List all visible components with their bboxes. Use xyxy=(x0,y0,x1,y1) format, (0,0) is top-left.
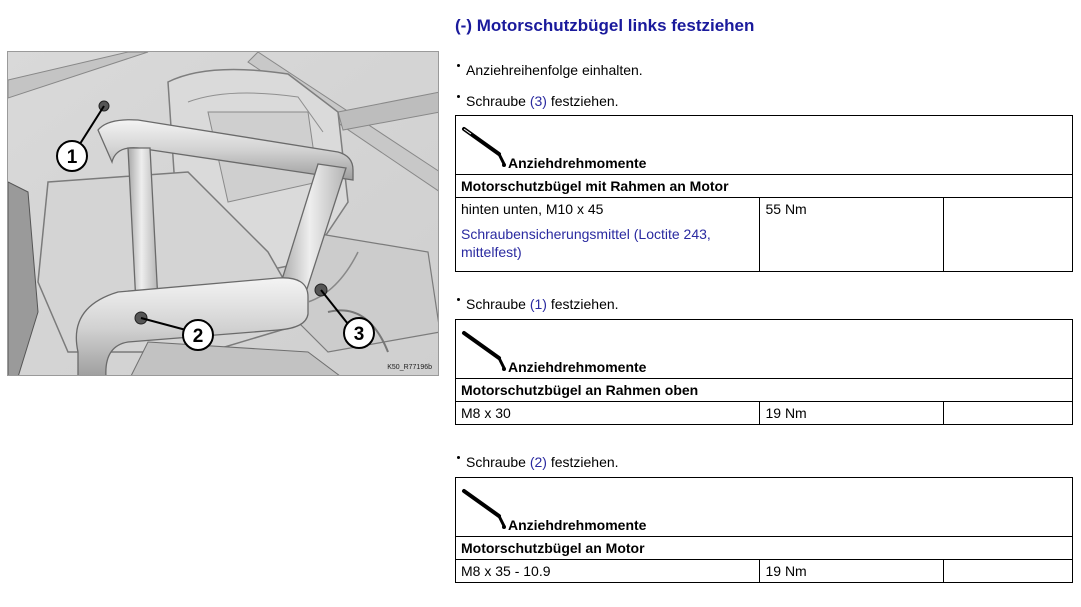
ref-link-2[interactable]: (2) xyxy=(529,454,547,470)
figure-code: K50_R77196b xyxy=(387,364,432,371)
value-cell: 55 Nm xyxy=(760,198,943,272)
extra-cell xyxy=(943,198,1072,272)
bullet-icon xyxy=(457,95,460,98)
spec-cell: M8 x 30 xyxy=(456,402,760,425)
torque-table-1 xyxy=(455,115,1073,272)
torque-wrench-icon xyxy=(461,483,507,529)
extra-cell xyxy=(943,402,1072,425)
svg-text:2: 2 xyxy=(192,326,204,347)
extra-cell xyxy=(943,560,1072,583)
procedure-title: (-) Motorschutzbügel links festziehen xyxy=(455,16,755,35)
svg-text:1: 1 xyxy=(66,147,78,168)
step-screw-1: Schraube (1) festziehen. xyxy=(455,296,619,312)
torque-subheader: Motorschutzbügel an Rahmen oben xyxy=(456,379,1073,402)
step-sequence xyxy=(455,62,643,78)
ref-link-1[interactable]: (1) xyxy=(529,296,547,312)
table-row xyxy=(456,198,1073,272)
callout-2 xyxy=(183,320,213,350)
engine-drawing xyxy=(8,52,439,376)
step-text: Anziehreihenfolge einhalten. xyxy=(466,62,643,78)
bullet-icon xyxy=(457,298,460,301)
spec-cell: hinten unten, M10 x 45 Schraubensicherungsmittel (Loctite 243, mittelfest) xyxy=(456,198,760,272)
torque-table-3 xyxy=(455,477,1073,583)
torque-header: Anziehdrehmomente xyxy=(456,116,1073,175)
callout-3 xyxy=(344,318,374,348)
torque-header: Anziehdrehmomente xyxy=(456,478,1073,537)
spec-cell: M8 x 35 - 10.9 xyxy=(456,560,760,583)
callout-1 xyxy=(57,141,87,171)
step-screw-2: Schraube (2) festziehen. xyxy=(455,454,619,470)
table-row xyxy=(456,402,1073,425)
svg-text:3: 3 xyxy=(353,324,365,345)
engine-guard-illustration xyxy=(7,51,439,376)
torque-wrench-icon xyxy=(461,325,507,371)
torque-subheader: Motorschutzbügel an Motor xyxy=(456,537,1073,560)
loctite-link[interactable]: Schraubensicherungsmittel (Loctite 243, mittelfest) xyxy=(461,226,711,260)
torque-subheader: Motorschutzbügel mit Rahmen an Motor xyxy=(456,175,1073,198)
value-cell: 19 Nm xyxy=(760,402,943,425)
value-cell: 19 Nm xyxy=(760,560,943,583)
bullet-icon xyxy=(457,64,460,67)
ref-link-3[interactable]: (3) xyxy=(529,93,547,109)
torque-wrench-icon xyxy=(461,121,507,167)
table-row xyxy=(456,560,1073,583)
bullet-icon xyxy=(457,456,460,459)
torque-header: Anziehdrehmomente xyxy=(456,320,1073,379)
step-screw-3: Schraube (3) festziehen. xyxy=(455,93,619,109)
torque-table-2 xyxy=(455,319,1073,425)
